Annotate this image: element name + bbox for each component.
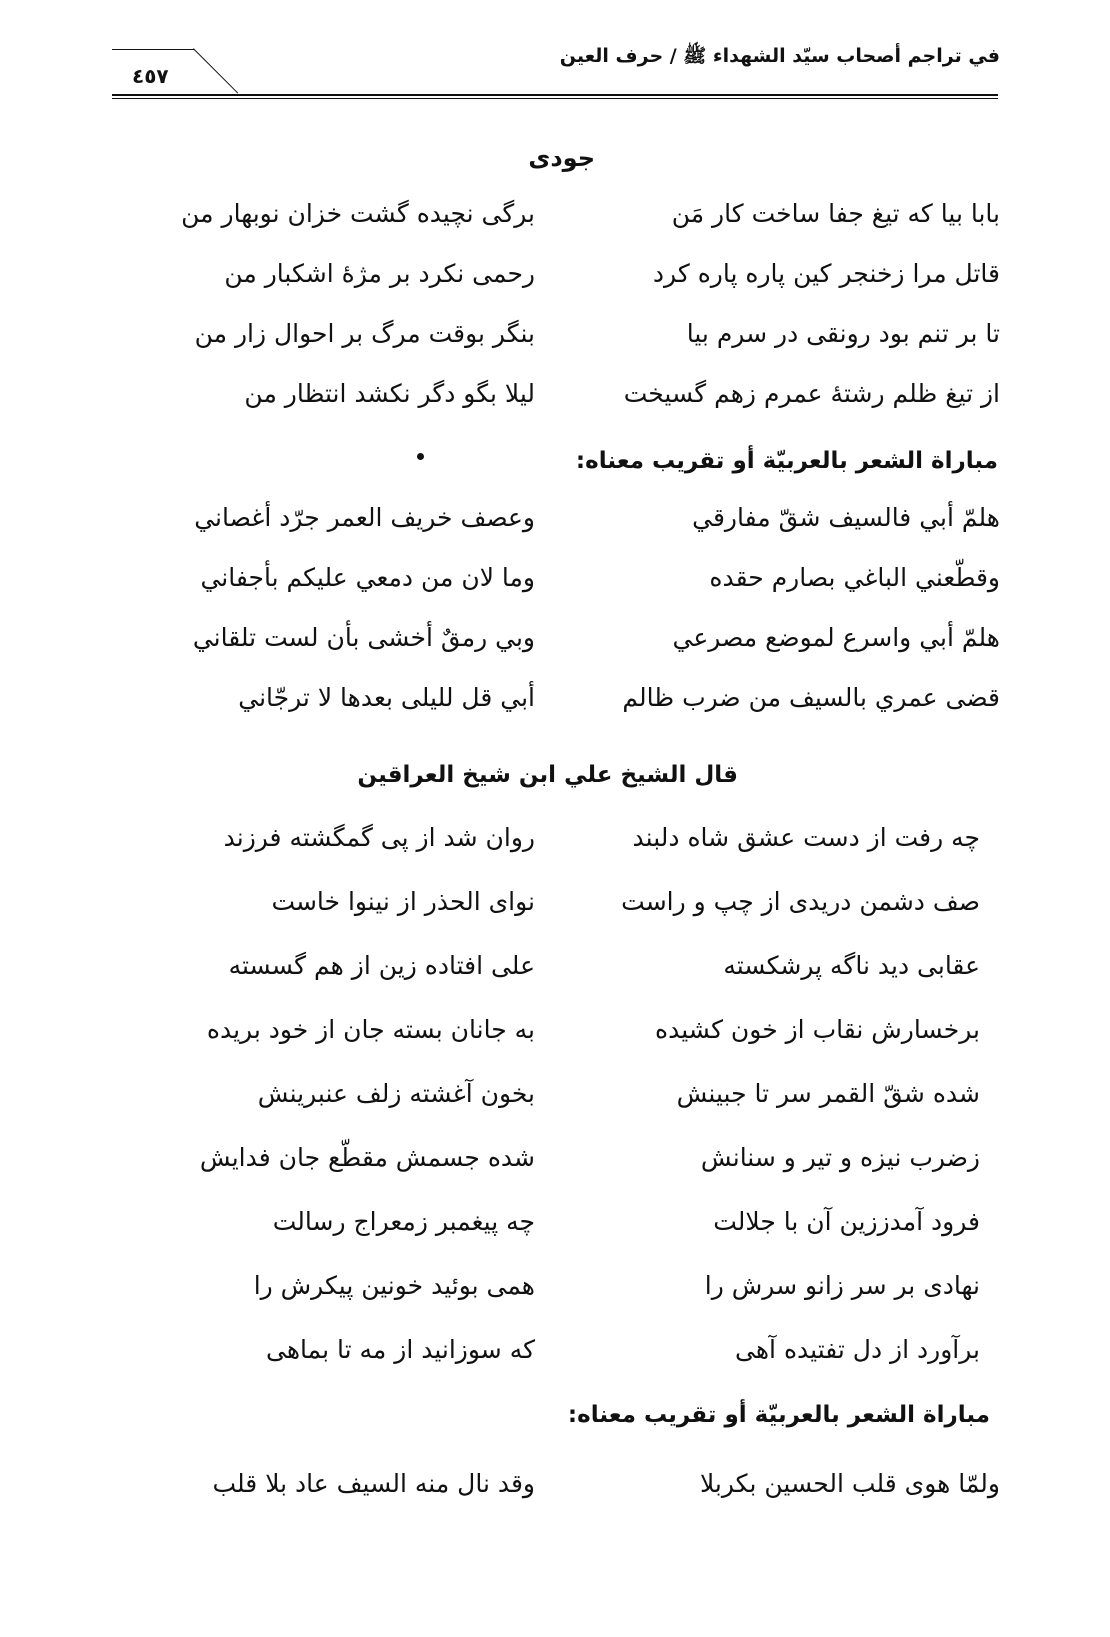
verse-row xyxy=(0,1326,1110,1374)
verse-second-hemistich: به جانان بسته جان از خود بریده xyxy=(206,1015,535,1044)
verse-row xyxy=(0,1070,1110,1118)
verse-row xyxy=(0,614,1110,662)
arabic-rendition-heading: مباراة الشعر بالعربيّة أو تقريب معناه: xyxy=(567,1402,990,1428)
verse-row xyxy=(0,942,1110,990)
verse-first-hemistich: هلمّ أبي واسرع لموضع مصرعي xyxy=(672,623,1000,652)
verse-second-hemistich: که سوزانید از مه تا بماهی xyxy=(266,1335,535,1364)
verse-first-hemistich: برخسارش نقاب از خون کشیده xyxy=(655,1015,980,1044)
verse-first-hemistich: وقطّعني الباغي بصارم حقده xyxy=(709,563,1000,592)
page-number: ٤٥٧ xyxy=(132,64,169,88)
verse-row xyxy=(0,370,1110,418)
verse-second-hemistich: لیلا بگو دگر نکشد انتظار من xyxy=(244,379,535,408)
verse-row xyxy=(0,814,1110,862)
verse-second-hemistich: علی افتاده زین از هم گسسته xyxy=(228,951,535,980)
verse-first-hemistich: شده شقّ القمر سر تا جبینش xyxy=(676,1079,980,1108)
verse-second-hemistich: روان شد از پی گمگشته فرزند xyxy=(223,823,535,852)
verse-first-hemistich: فرود آمدززین آن با جلالت xyxy=(713,1207,980,1236)
running-header-title: في تراجم أصحاب سيّد الشهداء ﷺ / حرف العين xyxy=(559,45,1000,67)
verse-first-hemistich: نهادی بر سر زانو سرش را xyxy=(704,1271,980,1300)
verse-second-hemistich: وبي رمقٌ أخشى بأن لست تلقاني xyxy=(192,623,535,652)
verse-first-hemistich: تا بر تنم بود رونقی در سرم بیا xyxy=(686,319,1000,348)
verse-first-hemistich: بابا بيا كه تيغ جفا ساخت كار مَن xyxy=(671,199,1000,228)
verse-first-hemistich: برآورد از دل تفتیده آهی xyxy=(735,1335,980,1364)
verse-row xyxy=(0,1262,1110,1310)
verse-row xyxy=(0,190,1110,238)
poet-name-heading: قال الشيخ علي ابن شيخ العراقين xyxy=(357,762,738,788)
verse-row xyxy=(0,674,1110,722)
verse-first-hemistich: هلمّ أبي فالسيف شقّ مفارقي xyxy=(692,503,1000,532)
verse-second-hemistich: بخون آغشته زلف عنبرینش xyxy=(257,1079,535,1108)
verse-second-hemistich: شده جسمش مقطّع جان فدایش xyxy=(199,1143,535,1172)
verse-row xyxy=(0,1006,1110,1054)
verse-row xyxy=(0,310,1110,358)
header-rule xyxy=(112,94,998,96)
verse-row xyxy=(0,494,1110,542)
verse-first-hemistich: از تیغ ظلم رشتهٔ عمرم زهم گسیخت xyxy=(623,379,1000,408)
verse-second-hemistich: أبي قل لليلى بعدها لا ترجّاني xyxy=(238,683,535,712)
verse-first-hemistich: زضرب نیزه و تیر و سنانش xyxy=(700,1143,980,1172)
verse-row xyxy=(0,250,1110,298)
verse-second-hemistich: بنگر بوقت مرگ بر احوال زار من xyxy=(194,319,535,348)
verse-second-hemistich: وعصف خريف العمر جرّد أغصاني xyxy=(194,503,535,532)
verse-first-hemistich: قاتل مرا زخنجر كين پاره پاره كرد xyxy=(652,259,1000,288)
verse-row xyxy=(0,878,1110,926)
poet-name-heading: جودی xyxy=(528,144,595,172)
verse-second-hemistich: همی بوئید خونین پیکرش را xyxy=(253,1271,535,1300)
verse-row xyxy=(0,554,1110,602)
verse-row xyxy=(0,1198,1110,1246)
verse-second-hemistich: چه پیغمبر زمعراج رسالت xyxy=(272,1207,535,1236)
verse-second-hemistich: وقد نال منه السيف عاد بلا قلب xyxy=(212,1469,535,1498)
separator-dot xyxy=(417,453,424,460)
verse-row xyxy=(0,1134,1110,1182)
verse-first-hemistich: ولمّا هوى قلب الحسين بكربلا xyxy=(700,1469,1000,1498)
verse-second-hemistich: وما لان من دمعي عليكم بأجفاني xyxy=(200,563,535,592)
verse-first-hemistich: عقابی دید ناگه پرشکسته xyxy=(723,951,980,980)
verse-row xyxy=(0,1460,1110,1508)
verse-first-hemistich: چه رفت از دست عشق شاه دلبند xyxy=(632,823,980,852)
verse-second-hemistich: برگی نچیده گشت خزان نوبهار من xyxy=(181,199,535,228)
verse-second-hemistich: رحمی نکرد بر مژهٔ اشکبار من xyxy=(224,259,535,288)
arabic-rendition-heading: مباراة الشعر بالعربيّة أو تقريب معناه: xyxy=(575,448,998,474)
verse-first-hemistich: صف دشمن دریدی از چپ و راست xyxy=(621,887,980,916)
header-slant-line xyxy=(193,48,238,93)
header-rule-thin xyxy=(112,98,998,99)
header-tab-line xyxy=(112,49,194,50)
verse-first-hemistich: قضى عمري بالسيف من ضرب ظالم xyxy=(622,683,1000,712)
verse-second-hemistich: نوای الحذر از نینوا خاست xyxy=(271,887,535,916)
